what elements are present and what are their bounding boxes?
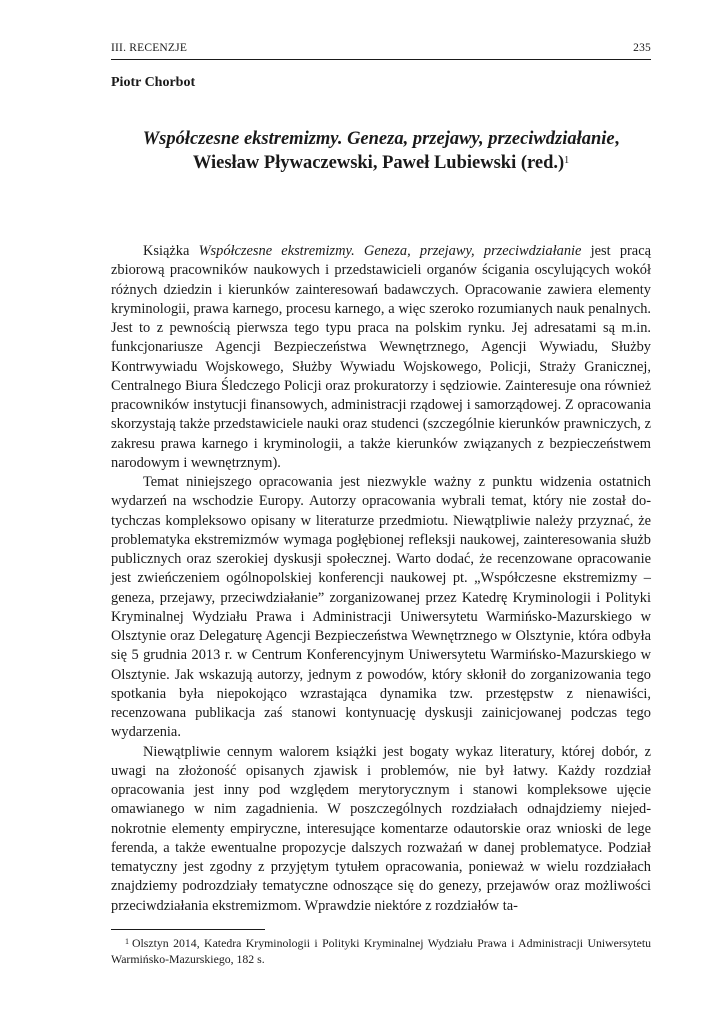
paragraph-1-rest: jest pracą zbiorową pracowników naukowych i przedstawicieli organów ścigania oscylujących wokół różnych dziedzin i kierunków zainteresowań badawczych. Opracowanie zawiera elementy kryminologii, prawa karnego, procesu karnego, a więc szeroko rozumianych nauk penalnych. Jest to z pewnością pierwsza tego typu praca na polskim rynku. Jej adresatami są m.in. funkcjonariusze Agencji Bezpieczeństwa Wewnętrznego, Agencji Wywiadu, Służby Kontrwywiadu Wojskowego, Służby Wywiadu Wojskowego, Policji, Straży Granicznej, Centralnego Biura Śledczego Policji oraz prokuratorzy i sędziowie. Zainteresuje ona również pracowników instytucji finansowych, administracji rządowej i samorządowej. Z opracowania skorzystają także przedstawiciele nauki oraz studenci (szczególnie kierunków prawniczych, z zakresu prawa karnego i kryminologii, a także kierunków związanych z bezpieczeństwem narodowym i wewnętrznym).: [111, 243, 651, 471]
paragraph-3: Niewątpliwie cennym walorem książki jest bogaty wykaz literatury, której dobór, z uwagi na złożoność opisanych zjawisk i problemów, nie był łatwy. Każdy rozdział opracowania jest inny pod względem merytorycznym i stanowi kompleksowe ujęcie omawianego w nim zagadnienia. W poszczególnych rozdziałach odnajdziemy niejednokrotnie elementy empiryczne, interesujące komentarze odautorskie oraz wnioski de lege ferenda, a także ewentualne propozycje dalszych rozważań w danej problematyce. Podział tematyczny jest zgodny z przyjętym tytułem opracowania, ponieważ w wielu rozdziałach znajdziemy podrozdziały tematyczne odnoszące się do genezy, przejawów oraz możliwości przeciwdziałania ekstremizmom. Wprawdzie niektóre z rozdziałów ta-: [111, 743, 651, 914]
paragraph-1-lead: Książka: [143, 243, 199, 259]
footnote-reference: 1: [564, 155, 570, 166]
paragraph-1-book-title: Współczesne ekstremizmy. Geneza, przejawy, przeciwdziałanie: [198, 243, 582, 259]
paragraph-2: Temat niniejszego opracowania jest niezwykle ważny z punktu widzenia ostatnich wydarzeń na wschodzie Europy. Autorzy opracowania wybrali temat, który nie został dotychczas kompleksowo opisany w literaturze przedmiotu. Niewątpliwie należy przyznać, że problematyka ekstremizmów wymaga pogłębionej refleksji naukowej, zainteresowania służb publicznych oraz szerokiej dyskusji społecznej. Warto dodać, że recenzowane opracowanie jest zwieńczeniem ogólnopolskiej konferencji naukowej pt. „Współczesne ekstremizmy – geneza, przejawy, przeciwdziałanie” zorganizowanej przez Katedrę Kryminologii i Polityki Kryminalnej Wydziału Prawa i Administracji Uniwersytetu Warmińsko-Mazurskiego w Olsztynie oraz Delegaturę Agencji Bezpieczeństwa Wewnętrznego w Olsztynie, która odbyła się 5 grudnia 2013 r. w Centrum Konferencyjnym Uniwersytetu Warmińsko-Mazurskiego w Olsztynie. Jak wskazują autorzy, jednym z powodów, który skłonił do zorganizowania tego spotkania była niepokojąco wzrastająca dynamika tzw. przestępstw z nienawiści, recenzowana publikacja zaś stanowi kontynuację dyskusji zainicjowanej podczas tego wydarzenia.: [111, 474, 651, 741]
book-editors: Wiesław Pływaczewski, Paweł Lubiewski (red.): [192, 153, 565, 173]
title-comma: ,: [614, 129, 620, 149]
footnote-text: Olsztyn 2014, Katedra Kryminologii i Polityki Kryminalnej Wydziału Prawa i Administracji Uniwersytetu Warmińsko-Mazurskiego, 182 s.: [111, 936, 651, 966]
review-author: Piotr Chorbot: [111, 75, 196, 90]
paragraph-1: [111, 242, 651, 473]
running-header: [111, 42, 651, 58]
footnote: [111, 935, 651, 967]
footnote-rule: [111, 929, 265, 930]
page-number: 235: [633, 42, 651, 54]
section-title: III. RECENZJE: [111, 42, 188, 54]
book-title: Współczesne ekstremizmy. Geneza, przejawy, przeciwdziałanie: [142, 129, 615, 149]
header-rule: [111, 59, 651, 60]
reviewed-book-title: [111, 127, 651, 175]
review-body: [111, 242, 651, 916]
footnote-number: 1: [125, 937, 129, 946]
